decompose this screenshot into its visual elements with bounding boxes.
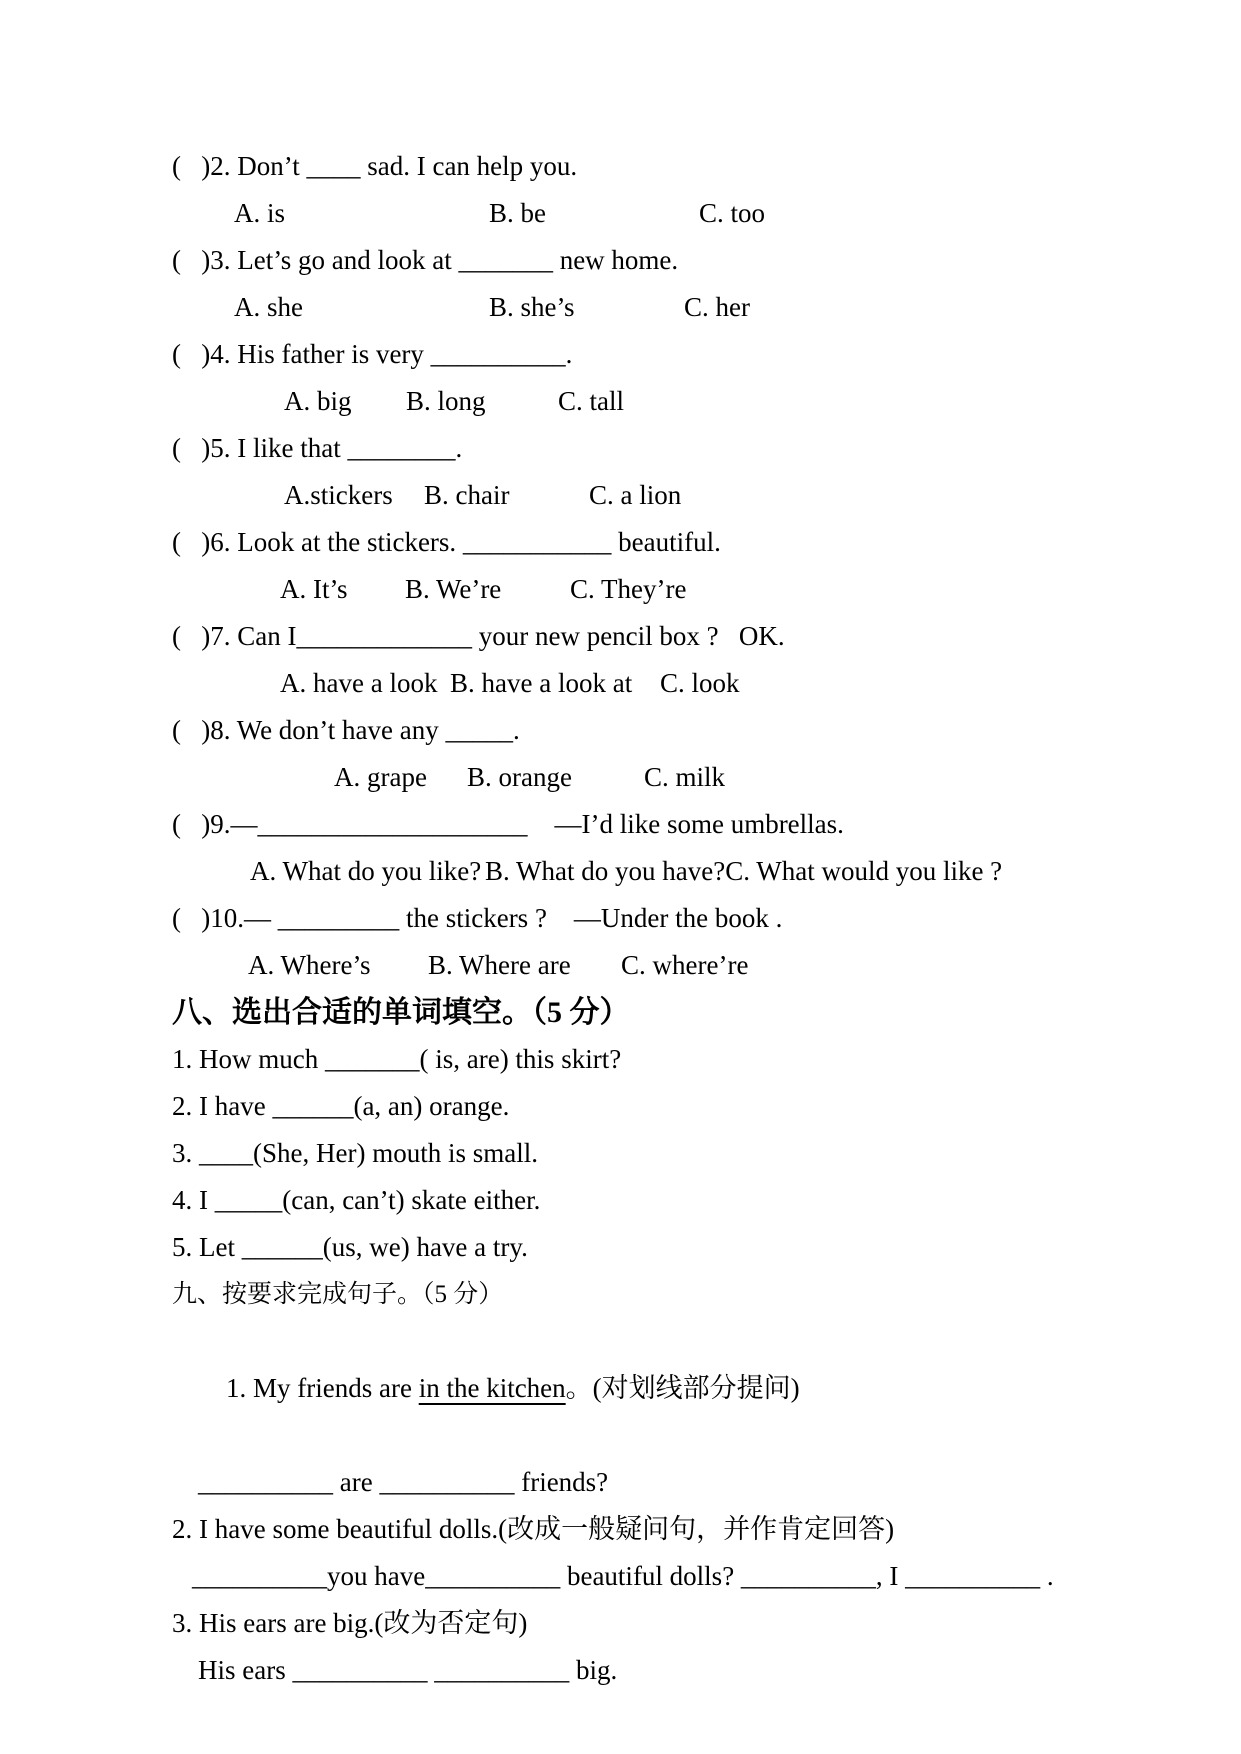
section-nine-heading: 九、按要求完成句子。（5 分） [172, 1281, 504, 1308]
option-c: C. too [699, 198, 766, 228]
option-a: A. grape [334, 762, 427, 792]
option-b: B. orange [467, 762, 572, 792]
mc-options-9 [172, 848, 1201, 895]
option-b: B. Where are [428, 950, 571, 980]
option-a: A. Where’s [248, 950, 371, 980]
option-a: A. have a look [280, 668, 438, 698]
mc-question-7: ( )7. Can I_____________ your new pencil box ? OK. [172, 621, 785, 651]
mc-options-10 [172, 942, 1201, 989]
fill-in-section [172, 989, 1201, 1271]
mc-question-5: ( )5. I like that ________. [172, 433, 463, 463]
rewrite-section [172, 1271, 1201, 1694]
option-c: C. a lion [589, 480, 682, 510]
mc-section [172, 143, 1201, 989]
option-b: B. have a look at [450, 668, 633, 698]
mc-question-4: ( )4. His father is very __________. [172, 339, 573, 369]
rewrite-item-3-answer: His ears __________ __________ big. [198, 1655, 618, 1685]
mc-options-8 [172, 754, 1201, 801]
rewrite-item-1-underlined: in the kitchen [418, 1373, 566, 1403]
mc-question-3: ( )3. Let’s go and look at _______ new home. [172, 245, 679, 275]
fill-in-item-1: 1. How much _______( is, are) this skirt? [172, 1044, 622, 1074]
option-c: C. What would you like ? [725, 856, 1003, 886]
mc-question-6: ( )6. Look at the stickers. ___________ beautiful. [172, 527, 721, 557]
rewrite-item-1-suffix: 。(对划线部分提问) [565, 1373, 800, 1403]
option-b: B. chair [424, 480, 510, 510]
option-a: A. big [284, 386, 352, 416]
mc-options-7 [172, 660, 1201, 707]
mc-options-5 [172, 472, 1201, 519]
mc-options-6 [172, 566, 1201, 613]
rewrite-item-2: 2. I have some beautiful dolls.(改成一般疑问句，并作肯定回答) [172, 1514, 895, 1544]
option-b: B. be [489, 198, 546, 228]
option-c: C. They’re [570, 574, 687, 604]
mc-question-9: ( )9.—____________________ —I’d like some umbrellas. [172, 809, 844, 839]
mc-question-2: ( )2. Don’t ____ sad. I can help you. [172, 151, 578, 181]
rewrite-item-1-answer: __________ are __________ friends? [198, 1467, 609, 1497]
option-c: C. tall [558, 386, 624, 416]
mc-options-4 [172, 378, 1201, 425]
mc-options-3 [172, 284, 1201, 331]
option-b: B. long [406, 386, 486, 416]
mc-question-8: ( )8. We don’t have any _____. [172, 715, 520, 745]
option-c: C. look [660, 668, 740, 698]
fill-in-item-3: 3. ____(She, Her) mouth is small. [172, 1138, 538, 1168]
option-a: A. she [234, 292, 303, 322]
option-a: A. is [234, 198, 286, 228]
fill-in-item-4: 4. I _____(can, can’t) skate either. [172, 1185, 541, 1215]
rewrite-item-1-prefix: 1. My friends are [226, 1373, 419, 1403]
option-b: B. she’s [489, 292, 575, 322]
option-b: B. We’re [405, 574, 502, 604]
fill-in-item-5: 5. Let ______(us, we) have a try. [172, 1232, 528, 1262]
option-a: A. What do you like? [250, 856, 482, 886]
option-c: C. her [684, 292, 750, 322]
option-a: A. It’s [280, 574, 348, 604]
mc-question-10: ( )10.— _________ the stickers ? —Under the book . [172, 903, 783, 933]
rewrite-item-2-answer: __________you have__________ beautiful dolls? __________, I __________ . [192, 1561, 1054, 1591]
option-b: B. What do you have? [485, 856, 726, 886]
fill-in-item-2: 2. I have ______(a, an) orange. [172, 1091, 510, 1121]
option-c: C. where’re [621, 950, 749, 980]
section-eight-heading: 八、选出合适的单词填空。（5 分） [172, 996, 630, 1029]
mc-options-2 [172, 190, 1201, 237]
option-c: C. milk [644, 762, 726, 792]
rewrite-item-1 [172, 1318, 1201, 1459]
rewrite-item-3: 3. His ears are big.(改为否定句) [172, 1608, 528, 1638]
option-a: A.stickers [284, 480, 393, 510]
worksheet-content [0, 143, 1241, 1694]
